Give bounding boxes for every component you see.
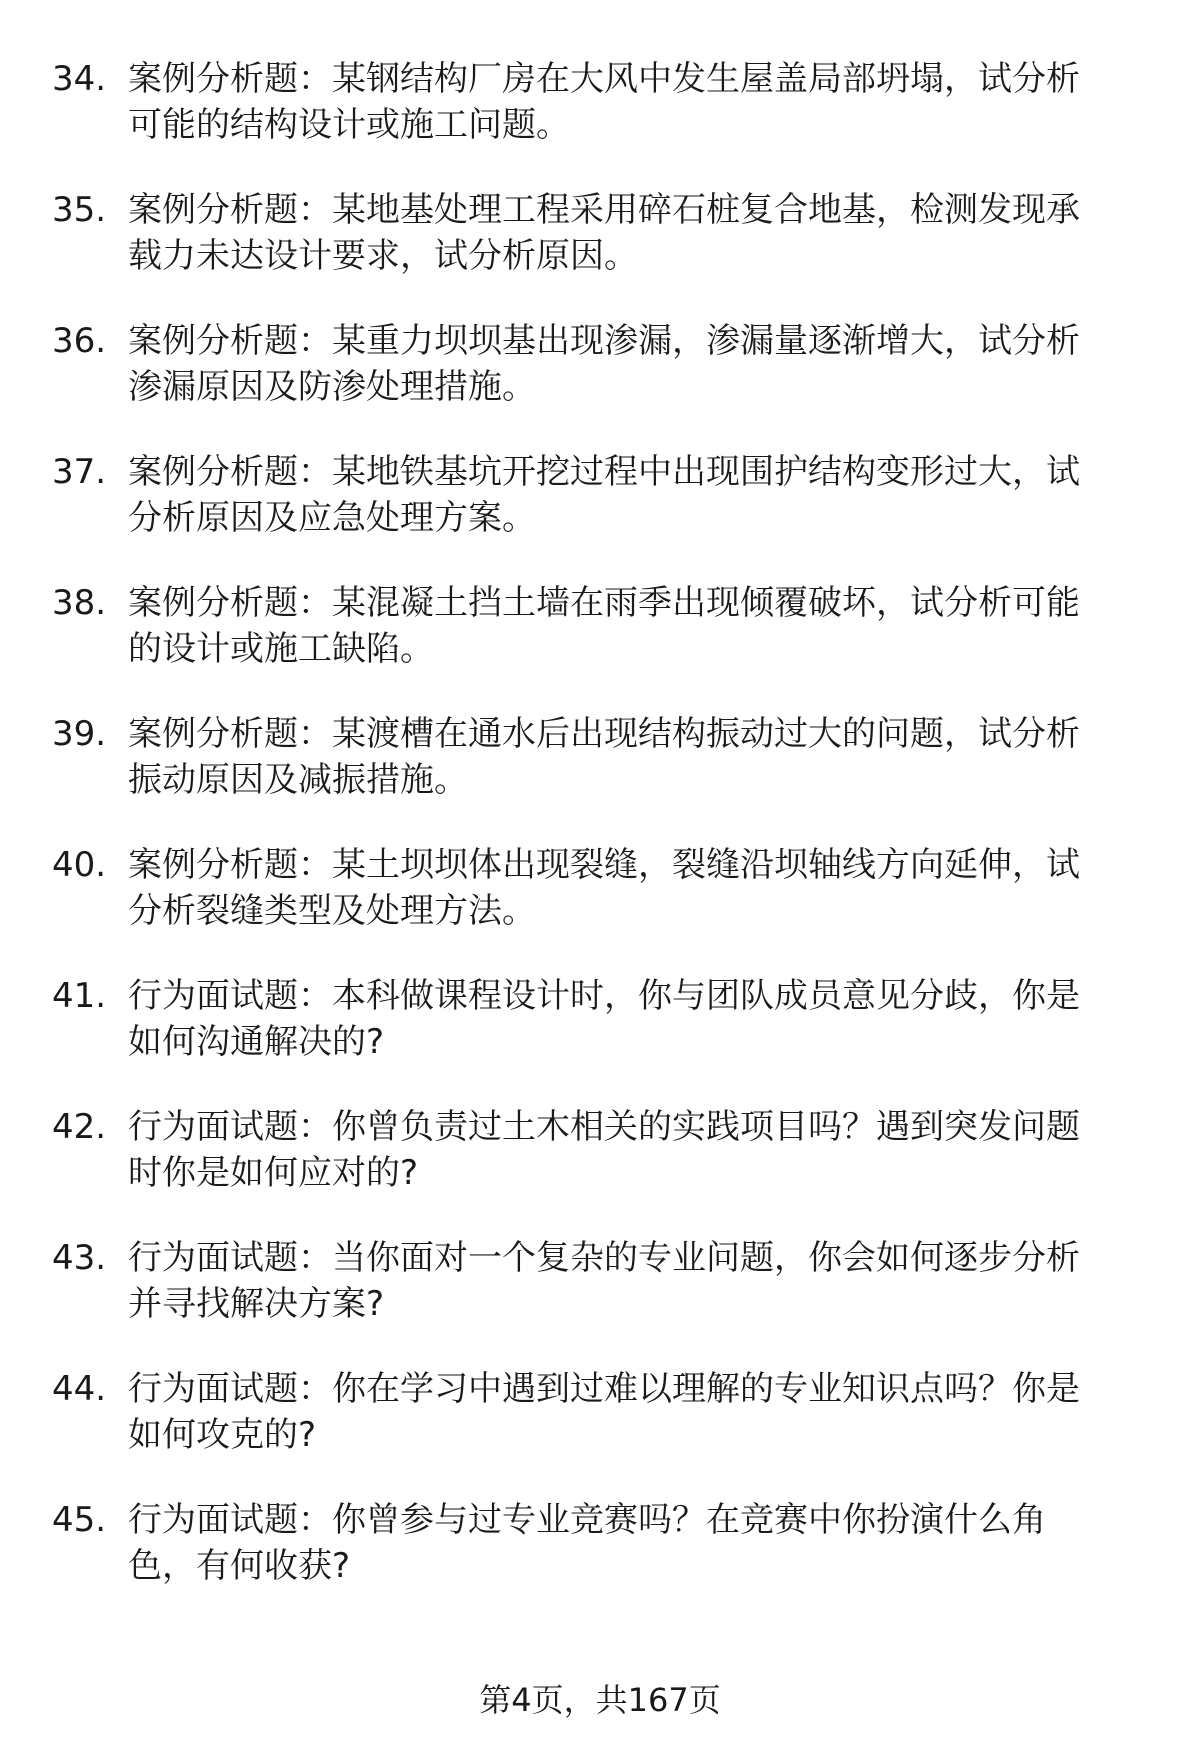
question-text: 案例分析题：某地铁基坑开挖过程中出现围护结构变形过大，试 分析原因及应急处理方案。	[128, 452, 1080, 538]
question-item	[0, 56, 1200, 187]
question-text: 案例分析题：某土坝坝体出现裂缝，裂缝沿坝轴线方向延伸，试 分析裂缝类型及处理方法。	[128, 845, 1080, 931]
question-item	[0, 1235, 1200, 1366]
question-item	[0, 1497, 1200, 1628]
question-text: 案例分析题：某混凝土挡土墙在雨季出现倾覆破坏，试分析可能 的设计或施工缺陷。	[128, 583, 1080, 669]
question-item	[0, 449, 1200, 580]
question-item	[0, 1366, 1200, 1497]
question-number: 35.	[52, 190, 107, 230]
question-item	[0, 842, 1200, 973]
question-text: 案例分析题：某渡槽在通水后出现结构振动过大的问题，试分析 振动原因及减振措施。	[128, 714, 1080, 800]
question-number: 37.	[52, 452, 107, 492]
question-number: 42.	[52, 1107, 107, 1147]
question-list	[0, 56, 1200, 1628]
question-text: 行为面试题：你曾参与过专业竞赛吗？在竞赛中你扮演什么角 色，有何收获?	[128, 1500, 1046, 1586]
question-item	[0, 973, 1200, 1104]
question-number: 38.	[52, 583, 107, 623]
question-item	[0, 1104, 1200, 1235]
question-text: 案例分析题：某钢结构厂房在大风中发生屋盖局部坍塌，试分析 可能的结构设计或施工问题。	[128, 59, 1080, 145]
question-item	[0, 318, 1200, 449]
question-text: 行为面试题：你在学习中遇到过难以理解的专业知识点吗？你是 如何攻克的?	[128, 1369, 1080, 1455]
question-number: 34.	[52, 59, 107, 99]
page-number: 第4页，共167页	[479, 1681, 721, 1719]
question-number: 45.	[52, 1500, 107, 1540]
question-number: 41.	[52, 976, 107, 1016]
question-text: 行为面试题：你曾负责过土木相关的实践项目吗？遇到突发问题 时你是如何应对的?	[128, 1107, 1080, 1193]
question-item	[0, 187, 1200, 318]
question-item	[0, 711, 1200, 842]
question-text: 行为面试题：当你面对一个复杂的专业问题，你会如何逐步分析 并寻找解决方案?	[128, 1238, 1080, 1324]
question-text: 案例分析题：某重力坝坝基出现渗漏，渗漏量逐渐增大，试分析 渗漏原因及防渗处理措施。	[128, 321, 1080, 407]
question-number: 40.	[52, 845, 107, 885]
question-text: 行为面试题：本科做课程设计时，你与团队成员意见分歧，你是 如何沟通解决的?	[128, 976, 1080, 1062]
question-number: 39.	[52, 714, 107, 754]
question-number: 43.	[52, 1238, 107, 1278]
question-item	[0, 580, 1200, 711]
question-number: 44.	[52, 1369, 107, 1409]
question-text: 案例分析题：某地基处理工程采用碎石桩复合地基，检测发现承 载力未达设计要求，试分析原因。	[128, 190, 1080, 276]
question-number: 36.	[52, 321, 107, 361]
